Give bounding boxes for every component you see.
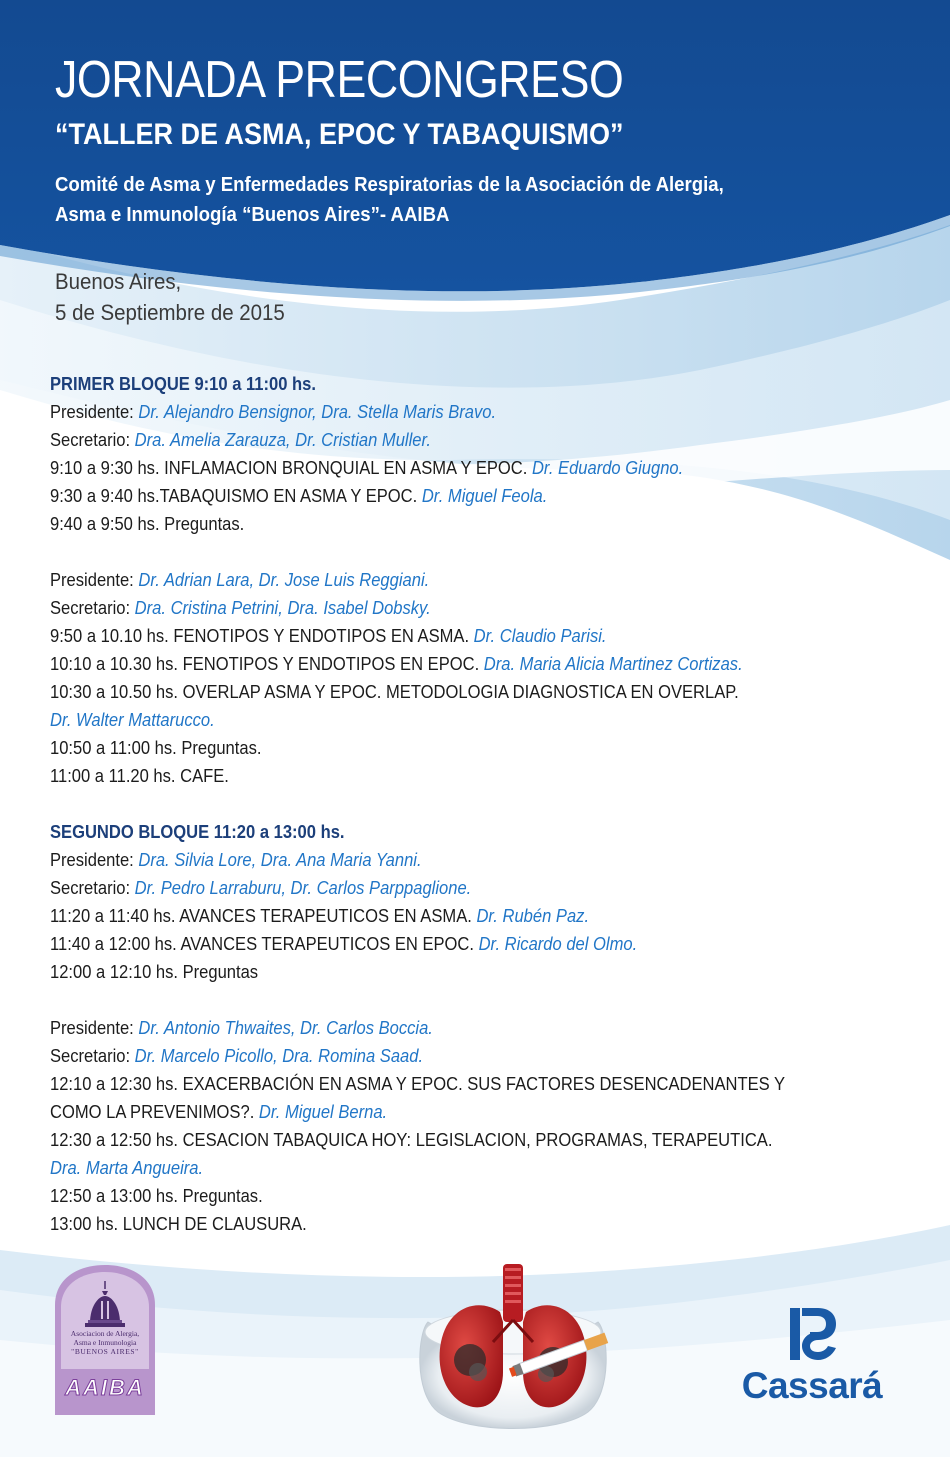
talk-speaker: Dr. Ricardo del Olmo.: [478, 934, 638, 954]
presidente-names: Dr. Alejandro Bensignor, Dra. Stella Maris Bravo.: [138, 402, 497, 422]
talk-row: [50, 902, 860, 930]
aaiba-logo: [55, 1265, 155, 1415]
organizer: [55, 170, 724, 230]
primer-bloque-session-1: [50, 370, 930, 538]
presidente-names: Dr. Adrian Lara, Dr. Jose Luis Reggiani.: [138, 570, 430, 590]
cassara-mark-icon: [722, 1300, 902, 1366]
secretario-row: [50, 874, 860, 902]
talk-row: 12:10 a 12:30 hs. EXACERBACIÓN EN ASMA Y EPOC. SUS FACTORES DESENCADENANTES Y: [50, 1074, 786, 1094]
talk-speaker: Dr. Walter Mattarucco.: [50, 710, 215, 730]
presidente-label: Presidente:: [50, 570, 139, 590]
secretario-names: Dra. Amelia Zarauza, Dr. Cristian Muller.: [134, 430, 431, 450]
event-location-date: [55, 266, 285, 328]
talk-row: [50, 622, 860, 650]
presidente-label: Presidente:: [50, 1018, 139, 1038]
break-row: 11:00 a 11.20 hs. CAFE.: [50, 766, 229, 786]
talk-row: [50, 1098, 860, 1126]
secretario-names: Dr. Marcelo Picollo, Dra. Romina Saad.: [134, 1046, 424, 1066]
secretario-label: Secretario:: [50, 430, 135, 450]
secretario-row: [50, 426, 860, 454]
talk-row: 12:00 a 12:10 hs. Preguntas: [50, 962, 259, 982]
talk-row: [50, 930, 860, 958]
presidente-row: [50, 398, 860, 426]
secretario-label: Secretario:: [50, 878, 135, 898]
presidente-label: Presidente:: [50, 402, 139, 422]
talk-text: 9:50 a 10.10 hs. FENOTIPOS Y ENDOTIPOS EN ASMA.: [50, 626, 474, 646]
talk-row: 10:50 a 11:00 hs. Preguntas.: [50, 738, 262, 758]
event-city: Buenos Aires,: [55, 269, 182, 294]
header: [0, 0, 950, 240]
presidente-row: [50, 566, 860, 594]
presidente-label: Presidente:: [50, 850, 139, 870]
aaiba-line-1: Asociacion de Alergia,: [70, 1329, 140, 1338]
aaiba-line-2: Asma e Inmunologia: [73, 1338, 137, 1347]
talk-speaker: Dr. Miguel Berna.: [258, 1102, 388, 1122]
primer-bloque-session-2: [50, 566, 930, 790]
segundo-bloque-session-2: [50, 1014, 930, 1238]
talk-text: 11:20 a 11:40 hs. AVANCES TERAPEUTICOS EN ASMA.: [50, 906, 477, 926]
talk-text: 9:30 a 9:40 hs.TABAQUISMO EN ASMA Y EPOC.: [50, 486, 422, 506]
talk-text: COMO LA PREVENIMOS?.: [50, 1102, 259, 1122]
aaiba-caption: [55, 1329, 155, 1356]
talk-speaker: Dra. Marta Angueira.: [50, 1158, 204, 1178]
lungs-cigarette-icon: [408, 1262, 618, 1437]
page-title: JORNADA PRECONGRESO: [55, 51, 624, 109]
talk-speaker: Dr. Miguel Feola.: [421, 486, 548, 506]
talk-row: 9:40 a 9:50 hs. Preguntas.: [50, 514, 245, 534]
talk-speaker: Dr. Eduardo Giugno.: [531, 458, 684, 478]
talk-text: 9:10 a 9:30 hs. INFLAMACION BRONQUIAL EN ASMA Y EPOC.: [50, 458, 532, 478]
talk-text: 10:10 a 10.30 hs. FENOTIPOS Y ENDOTIPOS EN EPOC.: [50, 654, 484, 674]
presidente-row: [50, 846, 860, 874]
secretario-row: [50, 1042, 860, 1070]
event-subtitle: “TALLER DE ASMA, EPOC Y TABAQUISMO”: [55, 118, 624, 151]
secretario-label: Secretario:: [50, 598, 135, 618]
talk-row: 12:30 a 12:50 hs. CESACION TABAQUICA HOY: LEGISLACION, PROGRAMAS, TERAPEUTICA.: [50, 1130, 773, 1150]
block-title: PRIMER BLOQUE 9:10 a 11:00 hs.: [50, 374, 316, 394]
talk-row: 12:50 a 13:00 hs. Preguntas.: [50, 1186, 263, 1206]
secretario-row: [50, 594, 860, 622]
segundo-bloque-session-1: [50, 818, 930, 986]
secretario-label: Secretario:: [50, 1046, 135, 1066]
event-date: 5 de Septiembre de 2015: [55, 300, 285, 325]
talk-speaker: Dr. Rubén Paz.: [476, 906, 590, 926]
talk-row: [50, 454, 860, 482]
presidente-names: Dr. Antonio Thwaites, Dr. Carlos Boccia.: [138, 1018, 433, 1038]
presidente-names: Dra. Silvia Lore, Dra. Ana Maria Yanni.: [138, 850, 422, 870]
talk-speaker: Dr. Claudio Parisi.: [473, 626, 607, 646]
secretario-names: Dra. Cristina Petrini, Dra. Isabel Dobsky.: [134, 598, 431, 618]
talk-row: [50, 650, 860, 678]
talk-speaker: Dra. Maria Alicia Martinez Cortizas.: [483, 654, 743, 674]
cassara-wordmark: Cassará: [741, 1365, 883, 1406]
cassara-logo: [722, 1300, 902, 1410]
talk-row: [50, 482, 860, 510]
program: [50, 370, 930, 1238]
talk-row: 10:30 a 10.50 hs. OVERLAP ASMA Y EPOC. METODOLOGIA DIAGNOSTICA EN OVERLAP.: [50, 682, 739, 702]
lunch-row: 13:00 hs. LUNCH DE CLAUSURA.: [50, 1214, 307, 1234]
aaiba-acronym: AAIBA: [65, 1375, 145, 1400]
block-title: SEGUNDO BLOQUE 11:20 a 13:00 hs.: [50, 822, 345, 842]
organizer-line-2: Asma e Inmunología “Buenos Aires”- AAIBA: [55, 204, 450, 226]
secretario-names: Dr. Pedro Larraburu, Dr. Carlos Parppaglione.: [134, 878, 472, 898]
organizer-line-1: Comité de Asma y Enfermedades Respiratorias de la Asociación de Alergia,: [55, 174, 724, 196]
presidente-row: [50, 1014, 860, 1042]
talk-text: 11:40 a 12:00 hs. AVANCES TERAPEUTICOS EN EPOC.: [50, 934, 479, 954]
aaiba-line-3: "BUENOS AIRES": [71, 1347, 139, 1356]
